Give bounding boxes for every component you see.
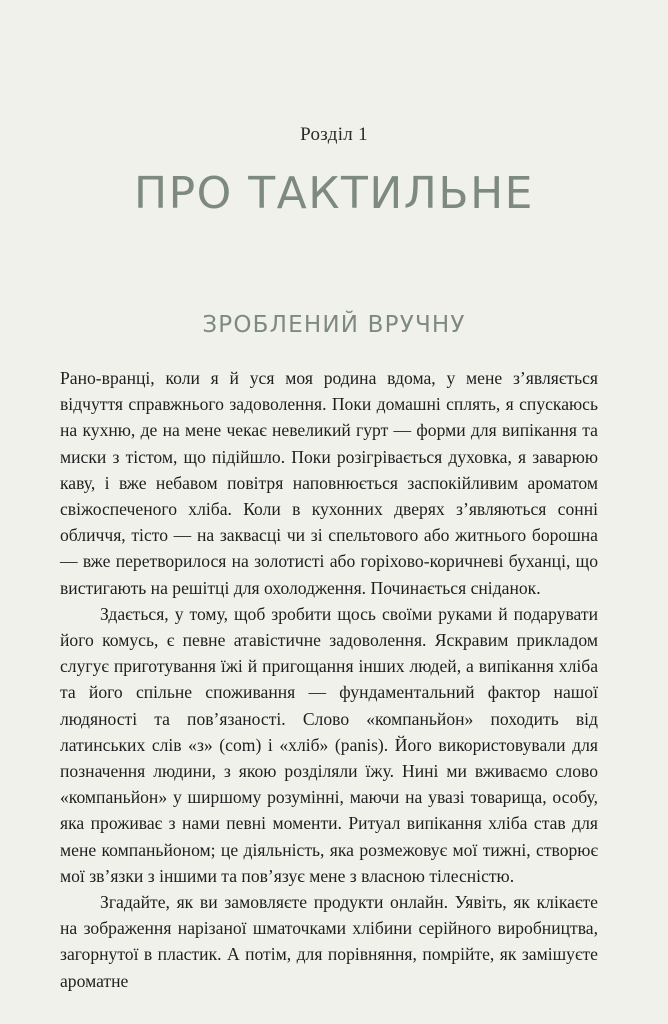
chapter-title: ПРО ТАКТИЛЬНЕ: [134, 168, 534, 219]
paragraph-1: Рано-вранці, коли я й уся моя родина вдома, у мене з’являється відчуття справжнього задоволення. Поки домашні сплять, я спускаюсь на кухню, де на мене чекає невеликий гурт — форми для випікання та миски з тістом, що підійшло. Поки розігрівається духовка, я заварюю каву, і вже небавом повітря наповнюється заспокійливим ароматом свіжоспеченого хліба. Коли в кухонних дверях з’являються сонні обличчя, тісто — на заквасці чи зі спельтового або житнього борошна — вже перетворилося на золотисті або горіхово-коричневі буханці, що вистигають на решітці для охолодження. Починається сніданок.: [60, 368, 598, 598]
section-title: ЗРОБЛЕНИЙ ВРУЧНУ: [202, 312, 466, 338]
chapter-label: Розділ 1: [300, 124, 368, 145]
body-text: [60, 365, 598, 994]
paragraph-3: Згадайте, як ви замовляєте продукти онлайн. Уявіть, як клікаєте на зображення нарізаної шматочками хлібини серійного виробництва, загорнутої в пластик. А потім, для порівняння, помрійте, як замішуєте ароматне: [60, 892, 598, 991]
paragraph-2: Здається, у тому, щоб зробити щось своїми руками й подарувати його комусь, є певне атавістичне задоволення. Яскравим прикладом слугує приготування їжі й пригощання інших людей, а випікання хліба та його спільне споживання — фундаментальний фактор нашої людяності та пов’язаності. Слово «компаньйон» походить від латинських слів «з» (com) і «хліб» (panis). Його використовували для позначення людини, з якою розділяли їжу. Нині ми вживаємо слово «компаньйон» у ширшому розумінні, маючи на увазі товарища, особу, яка проживає з нами певні моменти. Ритуал випікання хліба став для мене компаньйоном; це діяльність, яка розмежовує мої тижні, створює мої зв’язки з іншими та пов’язує мене з власною тілесністю.: [60, 603, 598, 886]
